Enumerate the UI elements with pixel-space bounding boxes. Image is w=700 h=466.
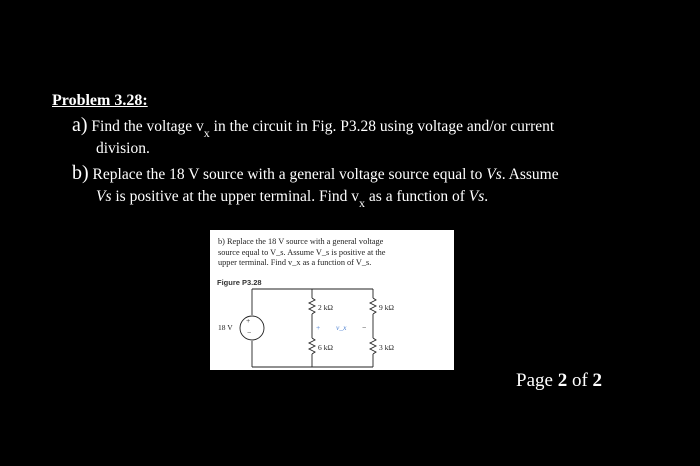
figure-label: Figure P3.28: [217, 278, 262, 287]
resistor-3k-label: 3 kΩ: [379, 343, 394, 352]
voltage-source-symbol: [240, 316, 264, 340]
part-a-line2: division.: [96, 140, 150, 157]
figure-caption-text: b) Replace the 18 V source with a general voltage source equal to V_s. Assume V_s is positive at the upper terminal. Find v_x as a function of V_s.: [218, 237, 386, 267]
vx-minus-sign: −: [362, 323, 367, 332]
part-b-text: Replace the 18 V source with a general voltage source equal to Vs. Assume: [92, 166, 559, 183]
vx-plus-sign: +: [316, 323, 321, 332]
source-minus-sign: −: [247, 328, 252, 337]
vx-label: v_x: [336, 323, 347, 332]
problem-title: Problem 3.28:: [52, 92, 148, 109]
part-b-letter: b): [72, 162, 89, 184]
source-label: 18 V: [218, 323, 233, 332]
circuit-figure: [210, 230, 454, 370]
resistor-9k-label: 9 kΩ: [379, 303, 394, 312]
resistor-2k-label: 2 kΩ: [318, 303, 333, 312]
circuit-diagram: [210, 230, 454, 370]
part-a-text: Find the voltage $v_x$ in the circuit in Fig. P3.28 using voltage and/or current: [91, 118, 555, 140]
page-indicator: Page 2 of 2: [516, 370, 603, 391]
resistor-6k-label: 6 kΩ: [318, 343, 333, 352]
source-plus-sign: +: [246, 316, 251, 325]
part-a: [72, 114, 632, 160]
part-b: [72, 162, 662, 208]
part-b-line2: Vs is positive at the upper terminal. Find $v_x$ as a function of Vs.: [96, 188, 489, 210]
part-a-letter: a): [72, 114, 88, 136]
